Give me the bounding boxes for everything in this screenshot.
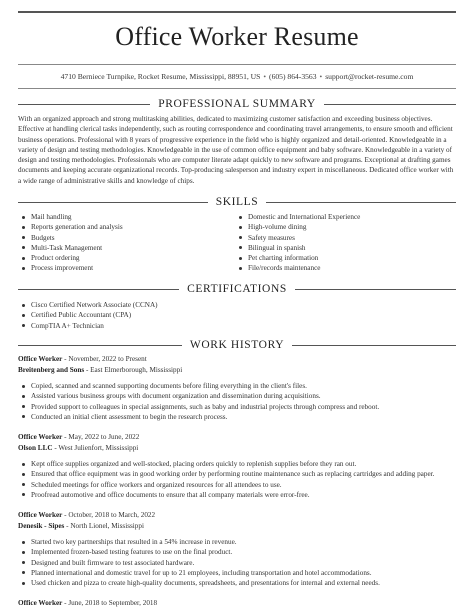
contact-email[interactable]: support@rocket-resume.com [325, 72, 414, 81]
skill-item: Reports generation and analysis [20, 222, 123, 232]
heading-rule-right [266, 202, 456, 203]
skill-item: Process improvement [20, 263, 123, 273]
job-title: Office Worker [18, 511, 63, 519]
heading-rule-left [18, 289, 179, 290]
heading-rule-right [324, 104, 456, 105]
job-bullet: Scheduled meetings for office workers and organized resources for all attendees to use. [20, 480, 456, 490]
job-bullet: Copied, scanned and scanned supporting documents before filing everything in the client's files. [20, 381, 456, 391]
job-location: - East Elmerborough, Mississippi [84, 365, 183, 374]
summary-heading [18, 97, 456, 111]
skill-item: Mail handling [20, 212, 123, 222]
job-entry [18, 598, 456, 609]
skills-heading [18, 195, 456, 209]
job-title: Office Worker [18, 433, 63, 441]
summary-text: With an organized approach and strong multitasking abilities, dedicated to maximizing customer satisfaction and exceeding business objectives. Effective at handling clerical tasks independently, such as routing correspondence and coordinating travel arrangements, to ensure smooth and efficient business operations. Professional with 8 years of progressive experience in the field who is highly organized and detail-oriented. Knowledgeable in a variety of design and testing methodologies. Knowledgeable in the use of common office equipment and baby software. Knowledgeable in a variety of design and testing methodologies. Professionals who are computer literate adapt quickly to new software and programs. Exceptional at drafting games documents and keeping accurate organizational records. Top-producing salesperson and industry expert in miscellaneous. Dedicated office worker with a wide range of administrative skills and knowledge of chips. [18, 115, 454, 185]
heading-rule-right [292, 345, 456, 346]
skills-heading-title: SKILLS [215, 196, 259, 208]
certifications-list [20, 300, 158, 331]
skill-item: File/records maintenance [237, 263, 360, 273]
skill-item: High-volume dining [237, 222, 360, 232]
job-company: Breitenberg and Sons [18, 365, 85, 374]
heading-rule-left [18, 345, 182, 346]
job-bullet: Started two key partnerships that resulted in a 54% increase in revenue. [20, 537, 456, 547]
skill-item: Pet charting information [237, 253, 360, 263]
job-entry [18, 432, 456, 500]
heading-rule-left [18, 104, 150, 105]
certifications-heading [18, 282, 456, 296]
top-rule [18, 11, 456, 13]
job-bullet: Ensured that office equipment was in good working order by performing routine maintenance such as replacing cartridges and adding paper. [20, 469, 456, 479]
certification-item: CompTIA A+ Technician [20, 321, 158, 331]
job-bullet: Designed and built firmware to test associated hardware. [20, 558, 456, 568]
job-dates: - June, 2018 to September, 2018 [62, 599, 158, 607]
job-dates: - May, 2022 to June, 2022 [62, 433, 140, 441]
job-bullet: Conducted an initial client assessment to begin the research process. [20, 412, 456, 422]
skills-list-left [20, 212, 123, 274]
skill-item: Product ordering [20, 253, 123, 263]
job-entry [18, 354, 456, 422]
skill-item: Bilingual in spanish [237, 243, 360, 253]
skill-item: Safety measures [237, 233, 360, 243]
job-bullets [20, 381, 456, 422]
job-entry [18, 510, 456, 588]
contact-separator: • [319, 72, 323, 81]
job-bullet: Assisted various business groups with document organization and dissemination during acquisitions. [20, 391, 456, 401]
work-history-heading-title: WORK HISTORY [189, 339, 285, 351]
certification-item: Certified Public Accountant (CPA) [20, 310, 158, 320]
job-bullet: Provided support to colleagues in special assignments, such as baby and industrial projects through compress and reboot. [20, 402, 456, 412]
heading-rule-right [295, 289, 456, 290]
header-rule-bottom [18, 88, 456, 89]
contact-separator: • [263, 72, 267, 81]
job-company: Olson LLC [18, 443, 53, 452]
job-title: Office Worker [18, 599, 63, 607]
header-rule-top [18, 64, 456, 65]
job-bullet: Planned international and domestic travel for up to 21 employees, including transportation and hotel accommodations. [20, 568, 456, 578]
job-location: - North Lionel, Mississippi [64, 521, 144, 530]
job-bullet: Used chicken and pizza to create high-quality documents, spreadsheets, and presentations for internal and external needs. [20, 578, 456, 588]
skill-item: Budgets [20, 233, 123, 243]
job-dates: - October, 2018 to March, 2022 [62, 511, 156, 519]
contact-phone: (605) 864-3563 [269, 72, 317, 81]
certification-item: Cisco Certified Network Associate (CCNA) [20, 300, 158, 310]
skills-list-right [237, 212, 360, 274]
contact-line [0, 72, 474, 81]
contact-address: 4710 Berniece Turnpike, Rocket Resume, Mississippi, 88951, US [60, 72, 261, 81]
job-company: Denesik - Sipes [18, 521, 65, 530]
job-bullets [20, 537, 456, 588]
job-location: - West Julienfort, Mississippi [52, 443, 139, 452]
skill-item: Domestic and International Experience [237, 212, 360, 222]
heading-rule-left [18, 202, 208, 203]
job-dates: - November, 2022 to Present [62, 355, 147, 363]
resume-title: Office Worker Resume [115, 22, 359, 51]
certifications-heading-title: CERTIFICATIONS [187, 283, 287, 295]
job-title: Office Worker [18, 355, 63, 363]
job-bullet: Implemented frozen-based testing features to use on the final product. [20, 547, 456, 557]
job-bullets [20, 459, 456, 500]
job-bullet: Kept office supplies organized and well-stocked, placing orders quickly to replenish supplies before they ran out. [20, 459, 456, 469]
skill-item: Multi-Task Management [20, 243, 123, 253]
work-history-heading [18, 338, 456, 352]
summary-heading-title: PROFESSIONAL SUMMARY [158, 98, 316, 110]
job-bullet: Proofread automotive and office documents to ensure that all company materials were error-free. [20, 490, 456, 500]
